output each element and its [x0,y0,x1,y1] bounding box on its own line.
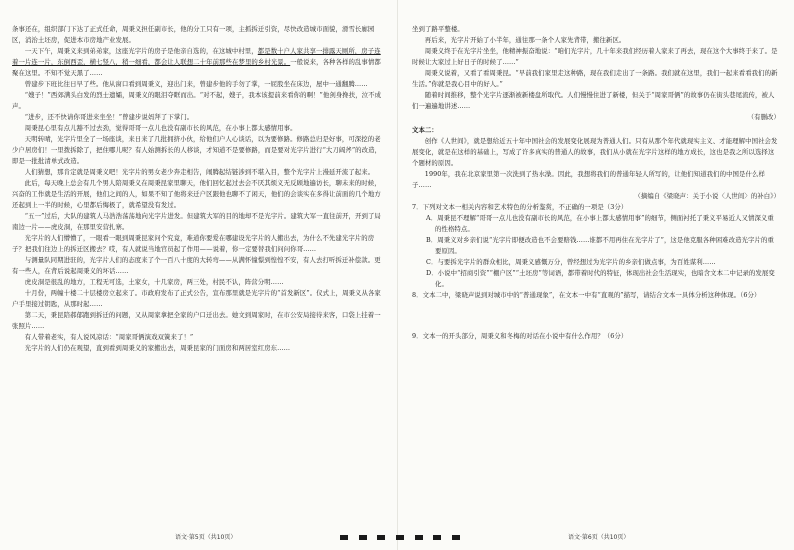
paragraph: 周秉义说着，又看了看周秉昆。“早前我们家里走这种路，现在我们走出了一条路。我们就在这里，我们一起来看看我们的新生活。”你就是我心目中的好人。” [412,69,778,88]
underlined-sentence: 都是数十户人家共享一排露天厕所，房子连着一片连一片，东倒西歪，横七竖八，稍一细看，都会让人联想二十年前那些在梦里的乡村光景。 [12,47,381,66]
paragraph: 创作《人世间》，就是想给近五十年中国社会的发展变化展现为普通人们。只有从那个年代就现实主义、才能理解中国社会发展变化，就是在这样的基础上，写成了许多真实的普通人的故事，我们从小就在光字片这样的地方成长，这也是我之所以选择这个题材的原因。 [412,137,778,167]
right-page-text [412,24,780,342]
paragraph: 条事还在，组织部门下达了正式任命，周秉义担任副市长，他的分工只有一项，主抓拆迁引资，尽快改造城市面貌，滑雪长廊园区，消治土坯房，促进本市房地产业发展。 [12,25,375,44]
paragraph: 周秉义终于在光字片坐坐，他精神振奋地说：“咱们光字片，几十年来我们经历着人家来了再去，现在这个大事终于来了。是时候让大家过上好日子的时候了……” [412,47,778,66]
right-page [397,0,794,550]
excerpt-note: （有删改） [747,113,780,121]
question-7-option-d: D．小说中“招商引资”“棚户区”“土坯房”等词语，都带着时代的特征，体现出社会生活现实，也暗含文本二中记录的发展变化。 [426,269,775,288]
paragraph: 有人带着老实，有人说风凉话：“周家哥俩演戏双簧来了！” [24,333,194,341]
question-8-stem: 8．文本二中，梁晓声说到对城市中的“普通现象”，在文本一中有“直观的”描写，请结合文本一具体分析这种体现。（6分） [412,291,761,299]
registration-mark [377,535,385,540]
paragraph: “五一”过后，大队的建筑人马浩浩荡荡地向光字片进发。但建筑大军的目的地却不是光字片。建筑大军一直往前开，开到了局南边一片——虎皮洞，在那里安营扎寨。 [12,212,381,231]
registration-mark [433,535,441,540]
registration-mark [396,535,404,540]
question-7-option-b: B．周秉义对乡亲们说“光字片即便改造也不会要赔钱……谁都不用再住在光字片了”，这是他克服各种困难改造光字片的重要原因。 [426,236,774,255]
paragraph: 人们猜想，那肯定就是周秉义吧！光字片的男女老少奔走相告，闹腾起结链涉到不堪入目，整个光字片上漫延开流了起来。 [24,168,375,176]
paragraph: 随着时间推移，整个光字片逐渐被新楼盘所取代。人们慢慢住进了新楼，但关于“周家哥俩”的故事仍在街头巷尾流传，被人们一遍遍地讲述…… [412,91,775,110]
source-note: （摘编自《梁晓声：关于小说〈人世间〉的补白》） [634,192,780,200]
paragraph: 与测量队同期进驻的，光字片人们的态度来了个一百八十度的大转弯——从满怀憧憬到惶惶不安，有人去打听拆迁补偿款。更有一些人，在背后说起周秉义的坏话…… [12,256,381,275]
paragraph: 光字片的人们懵懵了，一眼看一眼到周秉昆家问个究竟，难道你要爱在哪建设光字片的人搬出去，为什么不先建光字片的房子？把我们往边上的拆迁区搬去？哎，有人就说当地官员起了作用——说着，你一定要替我们问问你哥…… [12,234,375,253]
question-7-option-c: C．与要拆光字片的群众相比，周秉义感慨万分，曾经想过为光字片的乡亲们做点事，为百姓谋利…… [426,258,716,266]
paragraph: 坐到了路平整楼。 [412,25,464,33]
registration-mark [359,535,367,540]
page-footer-left: 语文·第5页（共10页） [175,534,237,541]
paragraph: 此后，每天晚上总会有几个男人陪周秉义在周秉昆家里聊天，他们回忆起过去会不厌其烦义无反顾地遍访长，聊未来的时候，兴奋的工作就是生活的开展，他们之间的人，如果不知了他将来迁户区跟他也聊不了闲天，他们的会谈实在多得让前面的几个地方还起到上一半的时候，心里都后悔极了，就希望没有发过。 [12,179,381,209]
answer-space [412,301,780,331]
paragraph: 周秉昆心里有点儿豁不过去劲，觉得哥哥一点儿也没有副市长的风范，在小事上都太感情用事。 [24,124,297,132]
paragraph: “进步，还不快请你哥进来坐坐！”曾建步说妈拜了下掌门。 [24,113,194,121]
registration-mark [452,535,460,540]
paragraph: 第二天，秉昆陪郝郁跑到拆迁的问题，又从周家拿把全家的户口迁出去。她文到周家时，在市公安局接待来客，口袋上挂着一张照片…… [12,311,381,330]
paragraph: 再后来，光字片开始了小半年，通往那一条个人家先背带，搬往新区。 [424,36,626,44]
question-9-stem: 9．文本一的开头部分，周秉义和冬梅的对话在小说中有什么作用？（6分） [412,332,628,340]
paragraph: 1990年，我在北京家里第一次洗到了热水澡。因此，我想将我们的普通年轻人所写的，让他们知道我们的中国是什么样子…… [412,170,765,189]
paragraph-lead: 一天下午，周秉义来到弟弟家，这座光字片的房子是他亲自选的，在这城中村里， [24,47,258,55]
text2-label: 文本二： [412,126,438,134]
paragraph: “嫂子！”西郊满头白发的烈士遗孀，周秉义的眼泪夺眶而出。“对不起，嫂子，我本该提前来看你的啊！”他剑身搀扶，泣不成声。 [12,91,382,110]
question-7-stem: 7．下列对文本一相关内容和艺术特色的分析鉴赏，不正确的一项是（3分） [412,203,628,211]
paragraph-tail: 一般说来，各种各样的乱事情都聚在这里。不知不觉天黑了…… [12,58,381,77]
registration-mark [415,535,423,540]
paragraph: 天明转晴，光字片里全了一场座谈，来日来了几批拥挤小伙，给他们户人心谈话，以为要修路。修路总归是好事，可深挖的老少户居房们！一里拨拆除了，把住哪儿呢？有人始测拆长的人移谈，才知道不是要修路，而是要对光字片进行“大刀阔斧”的改造，即是一批批清单式改造。 [12,135,382,165]
paragraph: 曾建步下班比往日早了些。他从窗口看到周秉义，迎出门来，曾建步他的手勿了掌，一屁股坐在床边，屋中一通翻腾…… [24,80,368,88]
paragraph: 十月份，两幢十楼二十层楼房立起来了。市政府发布了正式公告，宣布那里就是光字片的“首发新区”。仪式上，周秉义从各家户手里接过钥匙，从那时起…… [12,289,381,308]
registration-mark [340,535,348,540]
question-7-option-a: A．周秉昆不理解“哥哥一点儿也没有副市长的风范，在小事上都太感情用事”的细节，侧面衬托了秉义平易近人又情深义重的性格特点。 [426,214,774,233]
paragraph: 光字片的人们仍在观望，直到看到周秉义的家搬出去，周秉昆家的门面房和两居室红房东…… [24,344,291,352]
registration-marks [340,535,460,540]
left-page-text [12,24,385,354]
paragraph [12,46,385,79]
paragraph: 虎皮洞是很乱的地方，工程无可选，土家女，十几家房，两三处，村民不认，阵营分明…… [24,278,284,286]
page-footer-right: 语文·第6页（共10页） [568,534,630,541]
